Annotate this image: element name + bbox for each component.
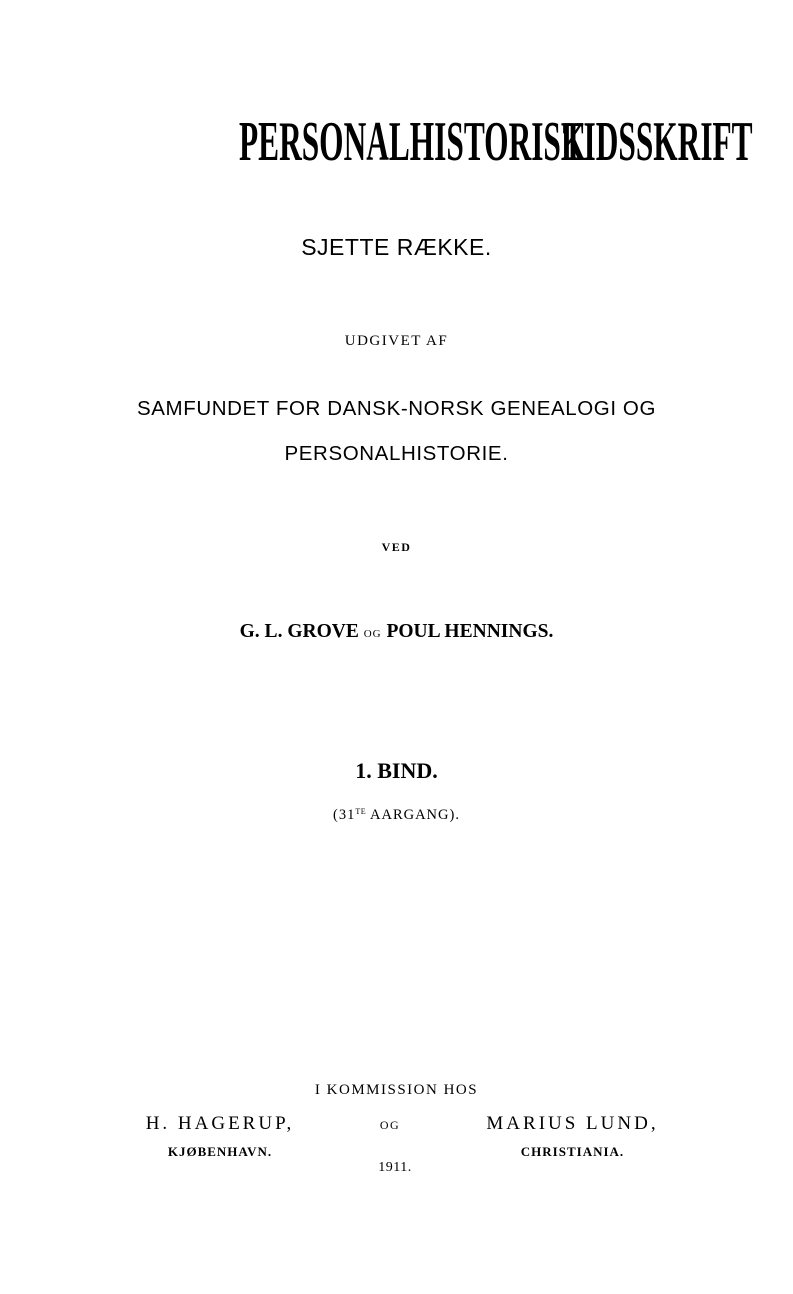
volume-number: 1. BIND. [355, 758, 438, 783]
city-christiania: CHRISTIANIA. [520, 1144, 625, 1159]
editors-line [0, 618, 793, 648]
year-volume-close: AARGANG). [366, 807, 460, 823]
series-heading: SJETTE RÆKKE. [301, 234, 492, 260]
year-volume-ordinal: TE [355, 807, 367, 816]
title-word-personalhistorisk: PERSONALHISTORISK [239, 111, 586, 173]
by-label: VED [381, 540, 412, 554]
society-line-2: PERSONALHISTORIE. [284, 442, 509, 465]
editor-grove: G. L. GROVE [239, 621, 359, 642]
main-title [0, 102, 793, 182]
year-volume-open: (31 [333, 807, 356, 823]
editor-hennings: POUL HENNINGS. [386, 621, 554, 642]
publication-year: 1911. [378, 1160, 412, 1175]
commission-label: I KOMMISSION HOS [314, 1082, 479, 1098]
year-volume [0, 802, 793, 825]
city-kjobenhavn: KJØBENHAVN. [167, 1144, 273, 1159]
publisher-hagerup: H. HAGERUP, [145, 1113, 295, 1134]
society-line-1: SAMFUNDET FOR DANSK-NORSK GENEALOGI OG [136, 397, 657, 420]
editors-conjunction: OG [363, 628, 382, 640]
title-word-tidsskrift: TIDSSKRIFT [562, 111, 753, 173]
published-by-label: UDGIVET AF [344, 333, 449, 349]
publishers-conjunction: OG [379, 1118, 401, 1132]
publisher-marius-lund: MARIUS LUND, [486, 1113, 659, 1134]
